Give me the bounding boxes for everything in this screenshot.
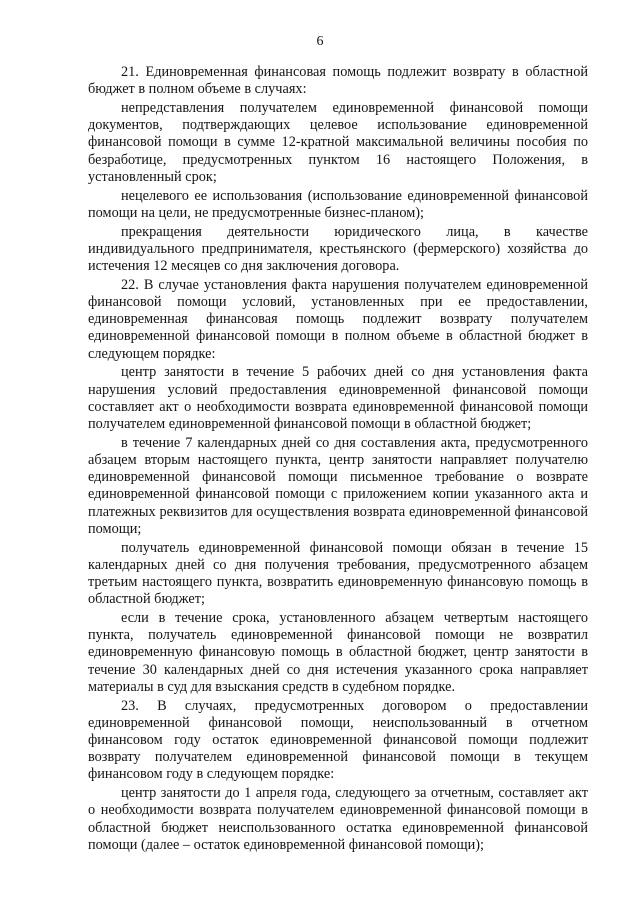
paragraph-22-item-court: если в течение срока, установленного абзацем четвертым настоящего пункта, получатель единовременной финансовой помощи не возвратил единовременную финансовую помощь в областной бюджет, центр занятости в течение 30 календарных дней со дня истечения указанного срока направляет материалы в суд для взыскания средств в судебном порядке. (88, 610, 588, 695)
paragraph-21-item-termination: прекращения деятельности юридического лица, в качестве индивидуального предпринимателя, крестьянского (фермерского) хозяйства до истечения 12 месяцев со дня заключения договора. (88, 223, 588, 275)
paragraph-22-intro: 22. В случае установления факта нарушения получателем единовременной финансовой помощи условий, установленных при ее предоставлении, единовременная финансовая помощь подлежит возврату получателем единовременной финансовой помощи в полном объеме в областной бюджет в следующем порядке: (88, 276, 588, 362)
paragraph-22-item-return: получатель единовременной финансовой помощи обязан в течение 15 календарных дней со дня получения требования, предусмотренного абзацем третьим настоящего пункта, возвратить единовременную финансовую помощь в областной бюджет; (88, 539, 588, 608)
paragraph-23-intro: 23. В случаях, предусмотренных договором о предоставлении единовременной финансовой помощи, неиспользованный в отчетном финансовом году остаток единовременной финансовой помощи подлежит возврату получателем единовременной финансовой помощи в текущем финансовом году в следующем порядке: (88, 697, 588, 783)
document-body (88, 64, 588, 856)
paragraph-22-item-act: центр занятости в течение 5 рабочих дней со дня установления факта нарушения условий предоставления единовременной финансовой помощи составляет акт о необходимости возврата единовременной финансовой помощи получателем единовременной финансовой помощи в областной бюджет; (88, 364, 588, 433)
paragraph-21-item-misuse: нецелевого ее использования (использование единовременной финансовой помощи на цели, не предусмотренные бизнес-планом); (88, 187, 588, 221)
paragraph-22-item-demand: в течение 7 календарных дней со дня составления акта, предусмотренного абзацем вторым настоящего пункта, центр занятости направляет получателю единовременной финансовой помощи письменное требование о возврате единовременной финансовой помощи с приложением копии указанного акта и платежных реквизитов для осуществления возврата единовременной финансовой помощи; (88, 434, 588, 537)
paragraph-23-item-act: центр занятости до 1 апреля года, следующего за отчетным, составляет акт о необходимости возврата получателем единовременной финансовой помощи в областной бюджет неиспользованного остатка единовременной финансовой помощи (далее – остаток единовременной финансовой помощи); (88, 785, 588, 853)
paragraph-21-item-documents: непредставления получателем единовременной финансовой помощи документов, подтверждающих целевое использование единовременной финансовой помощи в сумме 12-кратной максимальной величины пособия по безработице, предусмотренных пунктом 16 настоящего Положения, в установленный срок; (88, 100, 588, 185)
paragraph-21-intro: 21. Единовременная финансовая помощь подлежит возврату в областной бюджет в полном объеме в случаях: (88, 64, 588, 98)
page-number: 6 (316, 34, 324, 49)
